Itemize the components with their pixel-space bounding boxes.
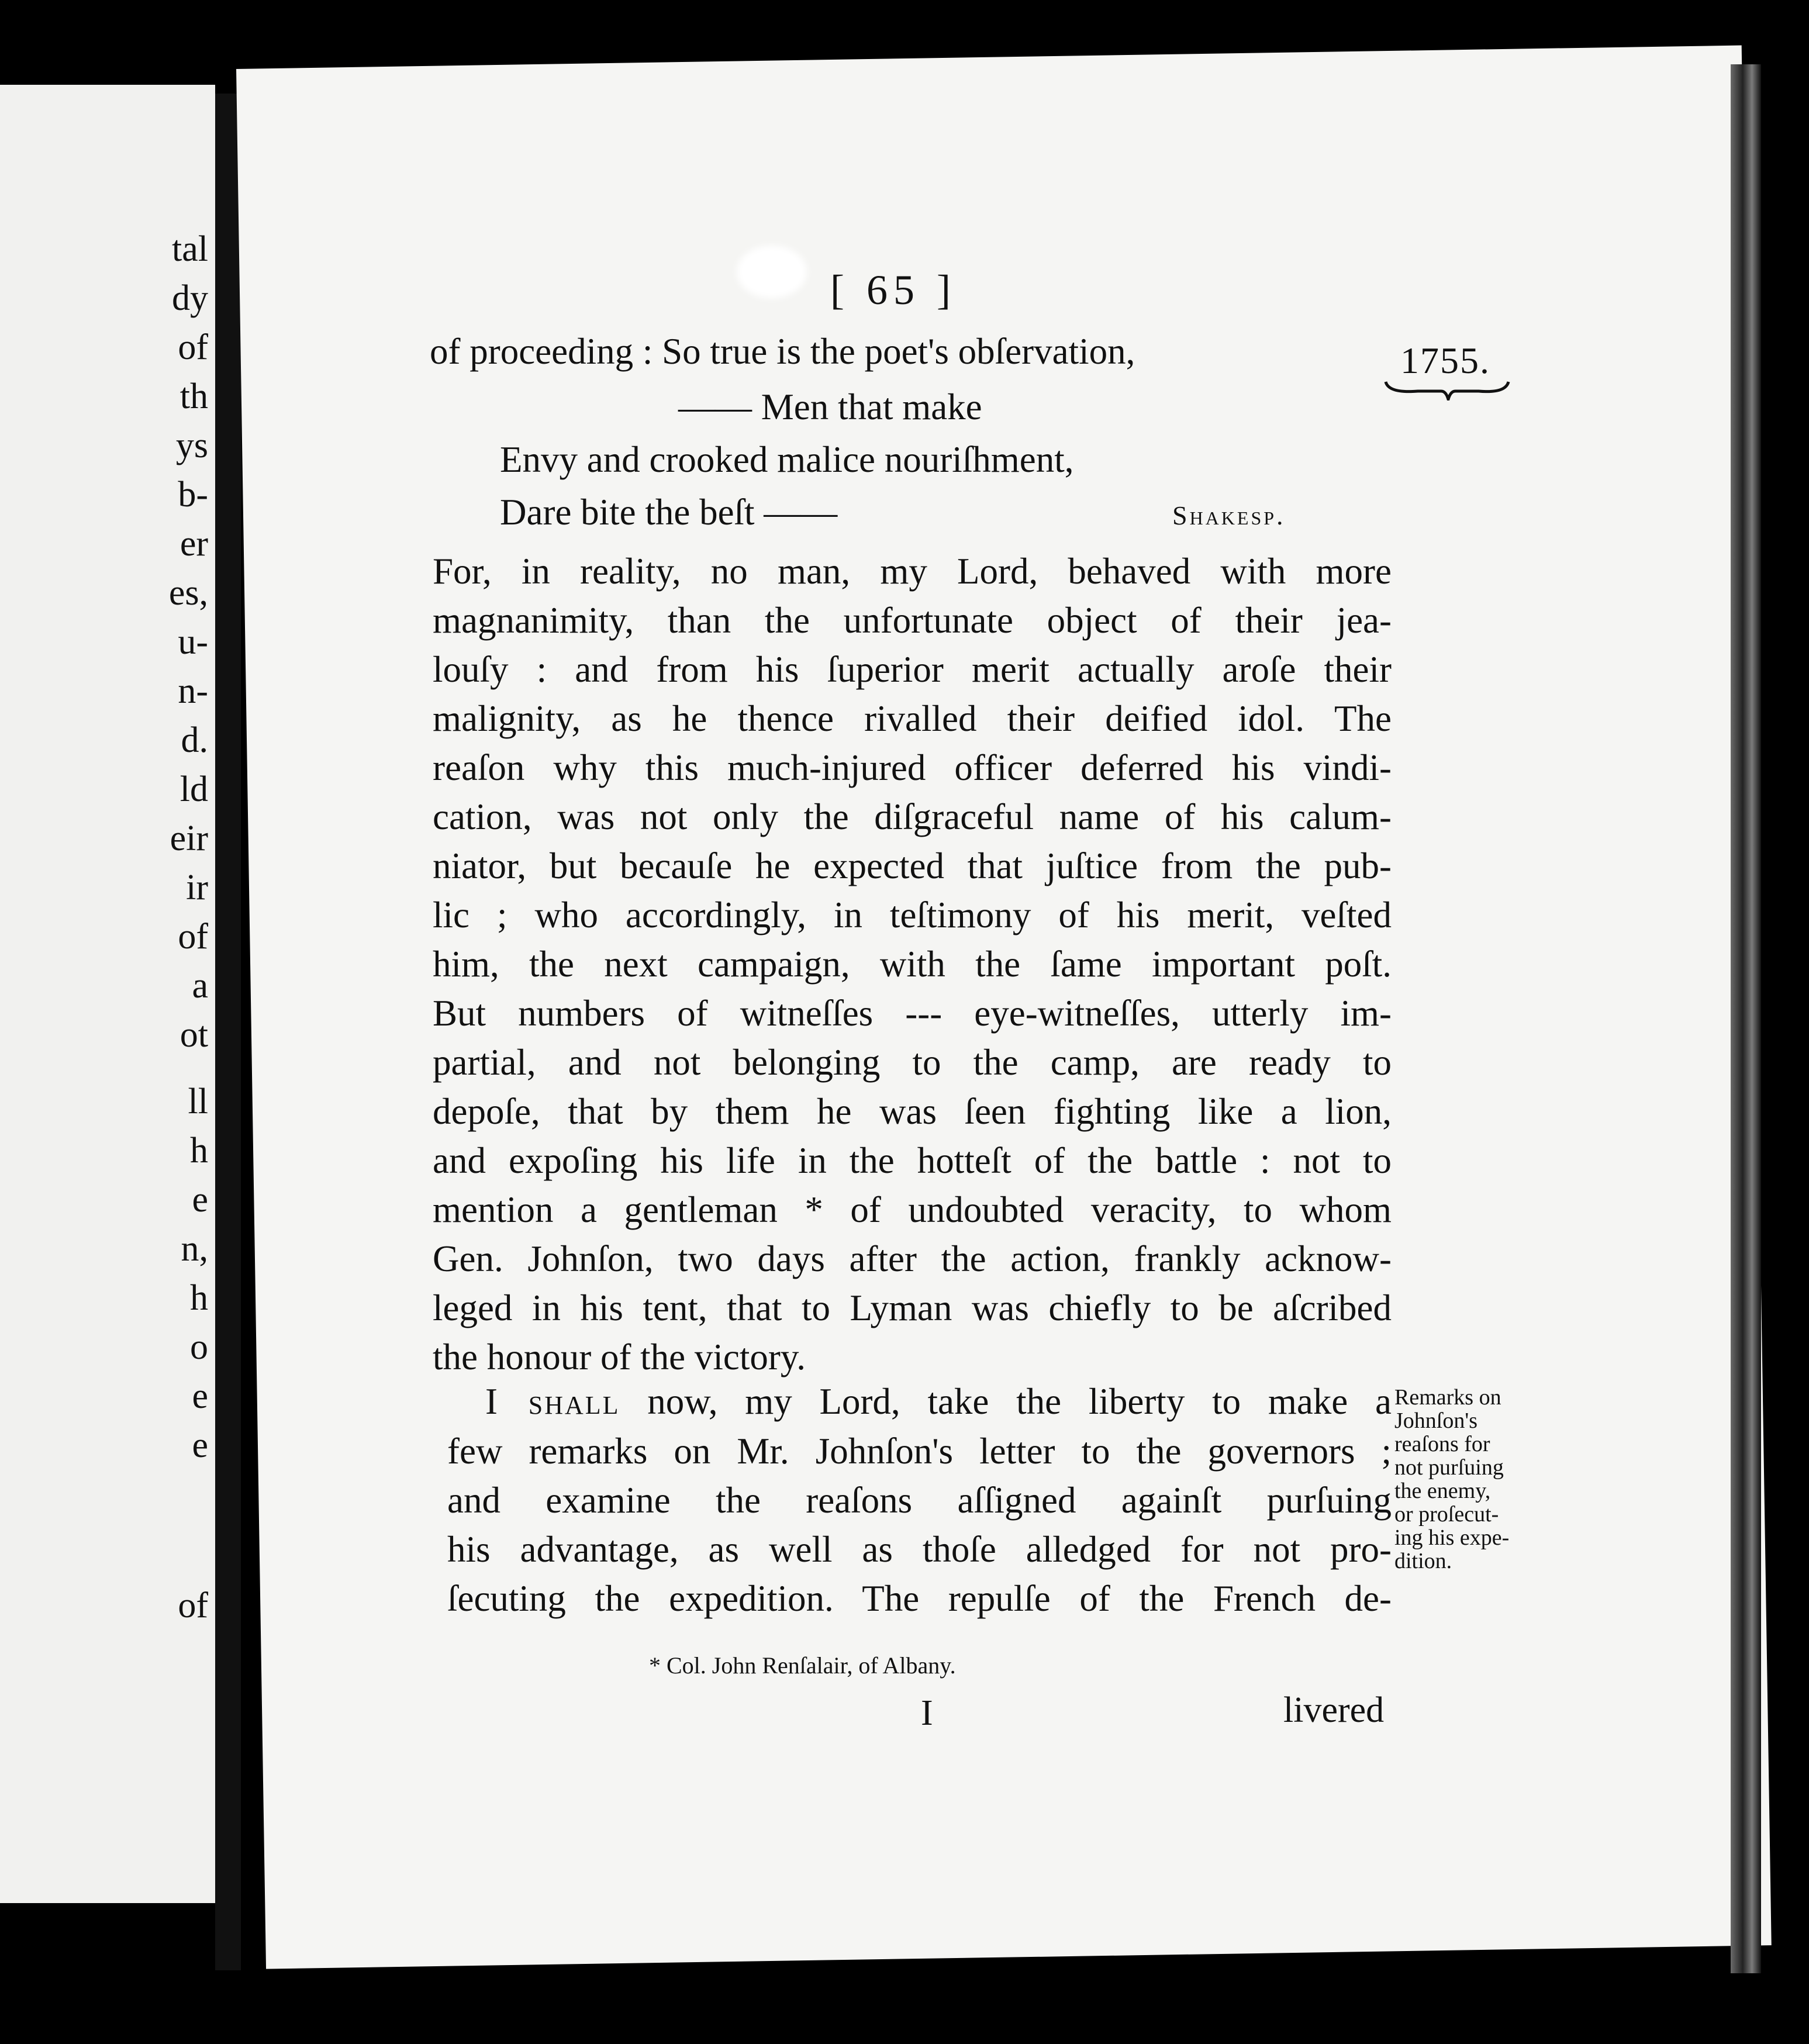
margin-note-line: the enemy, [1394,1479,1491,1503]
left-page-fragment: ys [175,426,208,465]
left-page [0,85,215,1903]
text-line: depoſe, that by them he was ſeen fighting like a lion, [433,1091,1392,1132]
left-page-fragment: a [192,966,208,1006]
text-line: For, in reality, no man, my Lord, behaved with more [433,551,1392,592]
left-page-fragment: u- [178,622,208,662]
text-line: malignity, as he thence rivalled their deified idol. The [433,698,1392,739]
margin-note-line: Remarks on [1394,1385,1501,1410]
text-line: lic ; who accordingly, in teſtimony of his merit, veſted [433,895,1392,935]
book-gutter [215,94,241,1970]
catchword: livered [1283,1690,1385,1730]
small-caps-lead: I shall [485,1381,620,1422]
margin-note-line: dition. [1394,1549,1452,1573]
left-page-fragment: n- [178,671,208,711]
footnote: * Col. John Renſalair, of Albany. [649,1652,956,1679]
left-page-fragment: e [192,1180,208,1220]
text-line: ſecuting the expedition. The repulſe of the French de- [447,1578,1392,1619]
left-page-fragment: b- [178,475,208,515]
paragraph-2-first-line [485,1377,1392,1426]
margin-note-line: Johnſon's [1394,1408,1477,1433]
left-page-fragment: o [190,1327,208,1367]
left-page-fragment: th [179,377,208,416]
verse-line: Envy and crooked malice nouriſhment, [500,439,1074,480]
text-line: cation, was not only the diſgraceful name of his calum- [433,796,1392,837]
verse-attribution: Shakesp. [1172,500,1286,530]
left-page-fragment: tal [172,229,208,269]
left-page-fragment: dy [172,278,208,318]
left-page-fragment: of [178,917,208,957]
text-line: few remarks on Mr. Johnſon's letter to the governors ; [447,1431,1392,1472]
paper-spot [737,246,807,298]
left-page-fragment: eir [170,819,208,858]
left-page-fragment: ll [188,1082,208,1121]
left-page-fragment: er [179,524,208,564]
year-brace-ornament [1383,377,1511,400]
margin-note-line: reaſons for [1394,1432,1490,1456]
text-line: Gen. Johnſon, two days after the action, frankly acknow- [433,1238,1392,1279]
text-line: and examine the reaſons aſſigned againſt purſuing [447,1480,1392,1521]
left-page-fragment: of [178,1586,208,1625]
margin-year: 1755. [1400,340,1490,381]
text-line: But numbers of witneſſes --- eye-witneſſes, utterly im- [433,993,1392,1034]
text-line: and expoſing his life in the hotteſt of the battle : not to [433,1140,1392,1181]
margin-note-line: ing his expe- [1394,1525,1510,1550]
margin-note-line: or proſecut- [1394,1502,1499,1527]
text-line: niator, but becauſe he expected that juſtice from the pub- [433,845,1392,886]
left-page-fragment: d. [181,720,208,760]
text-line: him, the next campaign, with the ſame important poſt. [433,944,1392,985]
text-line: reaſon why this much-injured officer deferred his vindi- [433,747,1392,788]
page-number: [ 65 ] [830,267,957,313]
left-page-fragment: e [192,1425,208,1465]
page-edge [1731,64,1761,1973]
verse-line: —— Men that make [678,386,982,427]
text-line: partial, and not belonging to the camp, are ready to [433,1042,1392,1083]
text-line: the honour of the victory. [433,1337,806,1377]
signature-mark: I [921,1693,933,1733]
left-page-fragment: n, [181,1229,208,1269]
left-page-fragment: es, [168,573,208,613]
text-line: mention a gentleman * of undoubted veracity, to whom [433,1189,1392,1230]
left-page-fragment: ot [179,1015,208,1055]
paragraph-2-first-line-text: now, my Lord, take the liberty to make a [620,1381,1392,1422]
left-page-fragment: e [192,1376,208,1416]
verse-line: Dare bite the beſt —— [500,492,838,533]
left-page-fragment: ir [186,868,208,907]
margin-note [1394,1386,1509,1573]
text-line: louſy : and from his ſuperior merit actually aroſe their [433,649,1392,690]
margin-note-line: not purſuing [1394,1455,1504,1480]
text-line: magnanimity, than the unfortunate object of their jea- [433,600,1392,641]
text-line: his advantage, as well as thoſe alledged for not pro- [447,1529,1392,1570]
left-page-fragment: h [190,1278,208,1318]
left-page-fragment: of [178,327,208,367]
text-line-lead: of proceeding : So true is the poet's obſervation, [430,331,1135,372]
left-page-fragment: h [190,1131,208,1171]
text-line: leged in his tent, that to Lyman was chiefly to be aſcribed [433,1287,1392,1328]
left-page-fragment: ld [179,769,208,809]
